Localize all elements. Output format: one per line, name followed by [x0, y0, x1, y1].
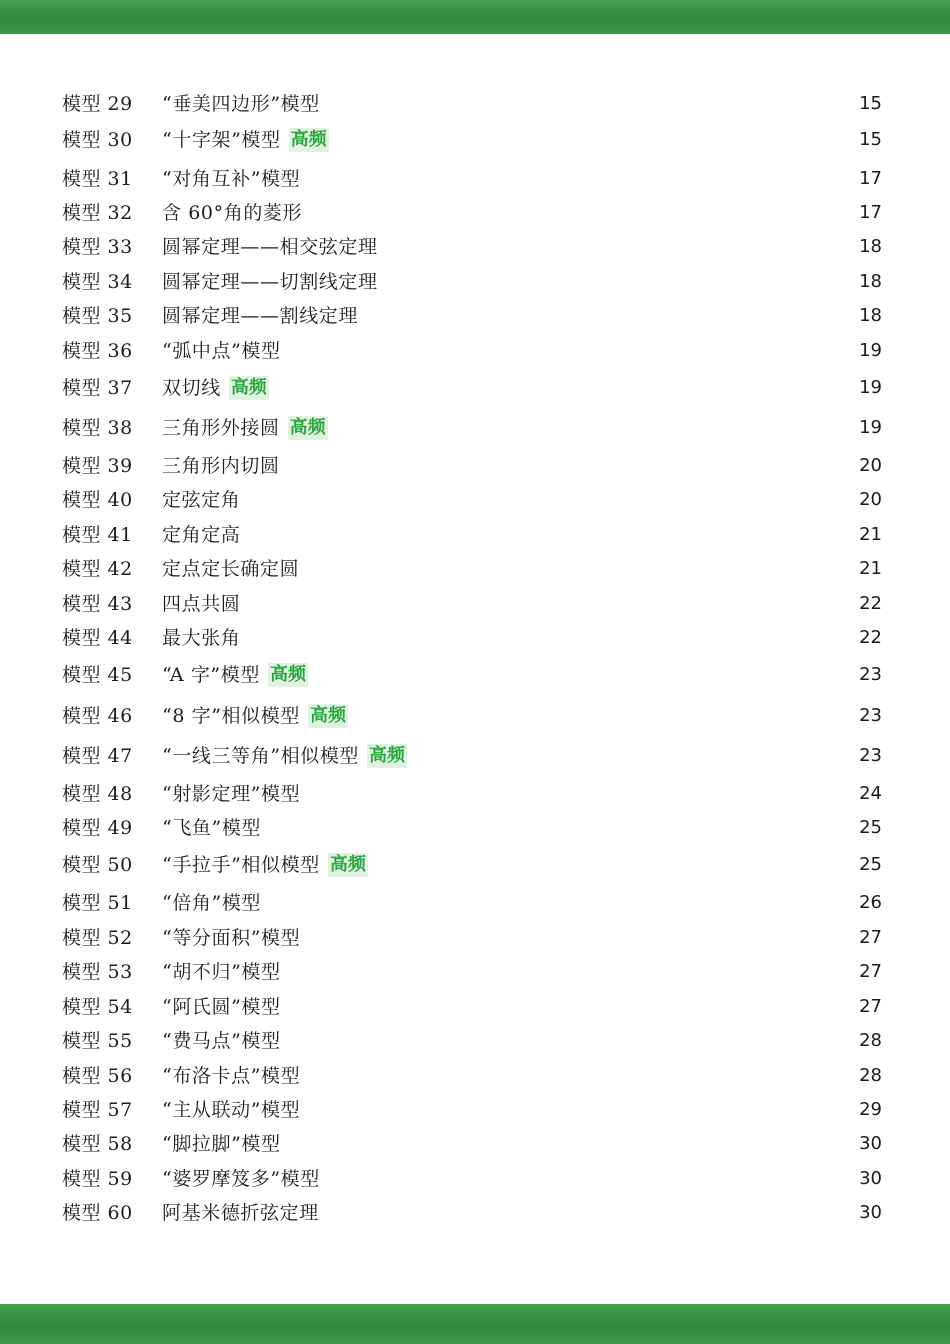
entry-title: 最大张角: [162, 627, 241, 649]
entry-title: “A 字”模型: [162, 664, 260, 686]
toc-entry[interactable]: [62, 371, 882, 405]
entry-page-number: 20: [859, 455, 882, 476]
toc-entry[interactable]: [62, 1196, 882, 1230]
entry-title: “倍角”模型: [162, 892, 262, 914]
entry-page-number: 26: [859, 892, 882, 913]
toc-entry[interactable]: [62, 955, 882, 989]
entry-page-number: 25: [859, 854, 882, 875]
entry-page-number: 30: [859, 1168, 882, 1189]
toc-entry[interactable]: [62, 299, 882, 333]
toc-entry[interactable]: [62, 699, 882, 733]
entry-title: 四点共圆: [162, 593, 241, 615]
entry-number: 模型 47: [62, 745, 133, 767]
dot-leader: [312, 1059, 840, 1093]
dot-leader: [252, 621, 840, 655]
entry-number: 模型 55: [62, 1030, 133, 1052]
toc-entry[interactable]: [62, 449, 882, 483]
entry-number: 模型 53: [62, 961, 133, 983]
entry-page-number: 27: [859, 996, 882, 1017]
entry-number: 模型 50: [62, 854, 133, 876]
entry-page-number: 29: [859, 1099, 882, 1120]
dot-leader: [293, 334, 840, 368]
entry-page-number: 28: [859, 1030, 882, 1051]
entry-number: 模型 34: [62, 271, 133, 293]
entry-title: 三角形外接圆: [162, 417, 280, 439]
entry-title: 双切线: [162, 377, 221, 399]
entry-number: 模型 36: [62, 340, 133, 362]
dot-leader: [341, 123, 840, 157]
dot-leader: [340, 411, 840, 445]
entry-page-number: 22: [859, 593, 882, 614]
entry-page-number: 30: [859, 1202, 882, 1223]
dot-leader: [293, 955, 840, 989]
dot-leader: [293, 990, 840, 1024]
entry-title: “费马点”模型: [162, 1030, 281, 1052]
toc-entry[interactable]: [62, 886, 882, 920]
entry-page-number: 20: [859, 489, 882, 510]
toc-entry[interactable]: [62, 483, 882, 517]
entry-page-number: 19: [859, 340, 882, 361]
entry-title: 定弦定角: [162, 489, 241, 511]
entry-number: 模型 32: [62, 202, 133, 224]
entry-number: 模型 33: [62, 236, 133, 258]
toc-entry[interactable]: [62, 921, 882, 955]
toc-entry[interactable]: [62, 123, 882, 157]
dot-leader: [314, 196, 840, 230]
entry-title: 圆幂定理——相交弦定理: [162, 236, 378, 258]
entry-page-number: 19: [859, 417, 882, 438]
dot-leader: [312, 162, 840, 196]
entry-page-number: 27: [859, 961, 882, 982]
entry-number: 模型 54: [62, 996, 133, 1018]
entry-number: 模型 37: [62, 377, 133, 399]
toc-entry[interactable]: [62, 87, 882, 121]
toc-entry[interactable]: [62, 990, 882, 1024]
entry-title: “飞鱼”模型: [162, 817, 262, 839]
entry-number: 模型 49: [62, 817, 133, 839]
entry-title: 圆幂定理——切割线定理: [162, 271, 378, 293]
entry-page-number: 23: [859, 705, 882, 726]
entry-title: “射影定理”模型: [162, 783, 301, 805]
toc-entry[interactable]: [62, 1162, 882, 1196]
toc-entry[interactable]: [62, 1093, 882, 1127]
entry-title: “8 字”相似模型: [162, 705, 300, 727]
entry-page-number: 22: [859, 627, 882, 648]
toc-entry[interactable]: [62, 162, 882, 196]
entry-title: 圆幂定理——割线定理: [162, 305, 359, 327]
entry-number: 模型 59: [62, 1168, 133, 1190]
high-frequency-badge: 高频: [329, 854, 366, 875]
dot-leader: [312, 921, 840, 955]
entry-number: 模型 44: [62, 627, 133, 649]
dot-leader: [252, 518, 840, 552]
entry-page-number: 23: [859, 745, 882, 766]
toc-entry[interactable]: [62, 265, 882, 299]
dot-leader: [380, 848, 840, 882]
entry-page-number: 21: [859, 558, 882, 579]
toc-entry[interactable]: [62, 1059, 882, 1093]
entry-title: “弧中点”模型: [162, 340, 281, 362]
entry-title: “垂美四边形”模型: [162, 93, 320, 115]
toc-entry[interactable]: [62, 196, 882, 230]
entry-page-number: 19: [859, 377, 882, 398]
toc-entry[interactable]: [62, 518, 882, 552]
entry-number: 模型 29: [62, 93, 133, 115]
entry-page-number: 24: [859, 783, 882, 804]
toc-entry[interactable]: [62, 1024, 882, 1058]
entry-page-number: 17: [859, 202, 882, 223]
entry-number: 模型 60: [62, 1202, 133, 1224]
entry-title: “脚拉脚”模型: [162, 1133, 281, 1155]
entry-title: “婆罗摩笈多”模型: [162, 1168, 320, 1190]
entry-number: 模型 57: [62, 1099, 133, 1121]
dot-leader: [293, 1127, 840, 1161]
dot-leader: [360, 699, 840, 733]
entry-page-number: 17: [859, 168, 882, 189]
entry-title: 三角形内切圆: [162, 455, 280, 477]
high-frequency-badge: 高频: [230, 377, 267, 398]
entry-title: 阿基米德折弦定理: [162, 1202, 319, 1224]
dot-leader: [293, 1024, 840, 1058]
entry-page-number: 21: [859, 524, 882, 545]
high-frequency-badge: 高频: [309, 705, 346, 726]
entry-number: 模型 40: [62, 489, 133, 511]
dot-leader: [273, 886, 840, 920]
toc-entry[interactable]: [62, 334, 882, 368]
entry-number: 模型 46: [62, 705, 133, 727]
entry-page-number: 15: [859, 129, 882, 150]
entry-page-number: 25: [859, 817, 882, 838]
dot-leader: [370, 299, 840, 333]
entry-number: 模型 42: [62, 558, 133, 580]
toc-entry[interactable]: [62, 658, 882, 692]
dot-leader: [311, 552, 840, 586]
entry-title: “等分面积”模型: [162, 927, 301, 949]
dot-leader: [332, 1162, 840, 1196]
toc-entry[interactable]: [62, 848, 882, 882]
high-frequency-badge: 高频: [290, 129, 327, 150]
toc-entry[interactable]: [62, 739, 882, 773]
high-frequency-badge: 高频: [269, 664, 306, 685]
toc-entry[interactable]: [62, 621, 882, 655]
dot-leader: [273, 811, 840, 845]
entry-number: 模型 51: [62, 892, 133, 914]
entry-page-number: 18: [859, 305, 882, 326]
entry-page-number: 18: [859, 236, 882, 257]
high-frequency-badge: 高频: [369, 745, 406, 766]
entry-number: 模型 56: [62, 1065, 133, 1087]
bottom-green-band: [0, 1304, 950, 1344]
dot-leader: [332, 87, 840, 121]
entry-title: “阿氏圆”模型: [162, 996, 281, 1018]
dot-leader: [312, 777, 840, 811]
entry-number: 模型 52: [62, 927, 133, 949]
entry-title: 定点定长确定圆: [162, 558, 300, 580]
dot-leader: [292, 449, 840, 483]
toc-entry[interactable]: [62, 1127, 882, 1161]
toc-entry[interactable]: [62, 587, 882, 621]
entry-title: “胡不归”模型: [162, 961, 281, 983]
high-frequency-badge: 高频: [289, 417, 326, 438]
entry-number: 模型 38: [62, 417, 133, 439]
dot-leader: [281, 371, 840, 405]
entry-title: 定角定高: [162, 524, 241, 546]
entry-number: 模型 30: [62, 129, 133, 151]
dot-leader: [252, 587, 840, 621]
entry-number: 模型 48: [62, 783, 133, 805]
entry-title: 含 60°角的菱形: [162, 202, 303, 224]
toc-entry[interactable]: [62, 811, 882, 845]
dot-leader: [390, 230, 840, 264]
entry-title: “对角互补”模型: [162, 168, 301, 190]
dot-leader: [390, 265, 840, 299]
dot-leader: [331, 1196, 840, 1230]
entry-page-number: 28: [859, 1065, 882, 1086]
entry-page-number: 23: [859, 664, 882, 685]
entry-title: “一线三等角”相似模型: [162, 745, 360, 767]
entry-number: 模型 43: [62, 593, 133, 615]
toc-entry[interactable]: [62, 552, 882, 586]
entry-page-number: 18: [859, 271, 882, 292]
toc-entry[interactable]: [62, 777, 882, 811]
entry-page-number: 30: [859, 1133, 882, 1154]
entry-title: “十字架”模型: [162, 129, 281, 151]
entry-number: 模型 35: [62, 305, 133, 327]
entry-number: 模型 41: [62, 524, 133, 546]
dot-leader: [312, 1093, 840, 1127]
entry-number: 模型 58: [62, 1133, 133, 1155]
entry-title: “布洛卡点”模型: [162, 1065, 301, 1087]
dot-leader: [252, 483, 840, 517]
toc-entry[interactable]: [62, 411, 882, 445]
dot-leader: [419, 739, 840, 773]
entry-number: 模型 31: [62, 168, 133, 190]
entry-title: “主从联动”模型: [162, 1099, 301, 1121]
entry-number: 模型 39: [62, 455, 133, 477]
dot-leader: [320, 658, 840, 692]
entry-page-number: 27: [859, 927, 882, 948]
entry-number: 模型 45: [62, 664, 133, 686]
toc-entry[interactable]: [62, 230, 882, 264]
entry-title: “手拉手”相似模型: [162, 854, 320, 876]
entry-page-number: 15: [859, 93, 882, 114]
